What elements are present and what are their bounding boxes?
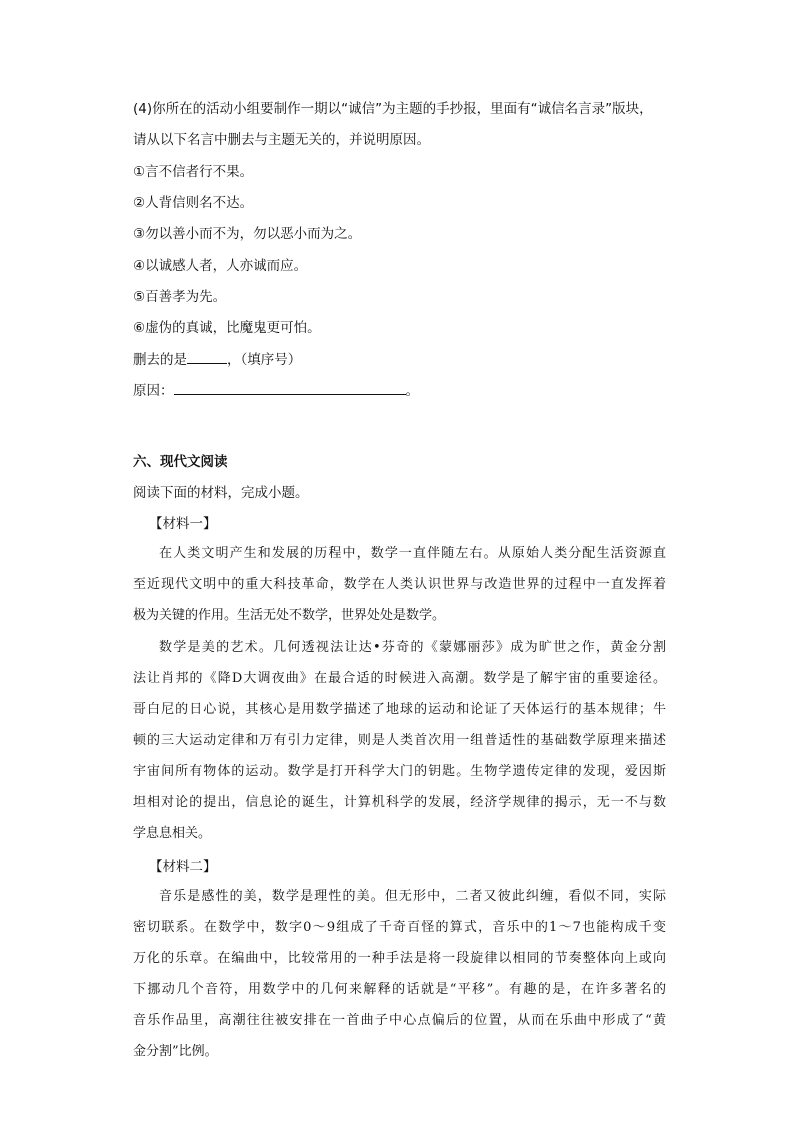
text-line: 金分割”比例。	[133, 1044, 218, 1059]
section-instruction: 阅读下面的材料，完成小题。	[133, 485, 309, 501]
option-6: ⑥虚伪的真诚，比魔鬼更可怕。	[133, 320, 321, 336]
material-1-paragraph-1	[133, 538, 666, 631]
delete-label: 删去的是	[133, 352, 187, 368]
delete-answer-blank[interactable]	[187, 363, 227, 364]
text-line: 至近现代文明中的重大科技革命，数学在人类认识世界与改造世界的过程中一直发挥着	[133, 577, 666, 592]
option-3: ③勿以善小而不为，勿以恶小而为之。	[133, 226, 362, 242]
delete-note: ，（填序号）	[227, 352, 302, 368]
reason-answer-line	[133, 381, 419, 401]
text-line: 法让肖邦的《降D大调夜曲》在最合适的时候进入高潮。数学是了解宇宙的重要途径。	[133, 671, 666, 686]
option-1: ①言不信者行不果。	[133, 164, 254, 180]
text-line: 音乐是感性的美，数学是理性的美。但无形中，二者又彼此纠缠，看似不同，实际	[159, 889, 666, 904]
question-4-line-1: (4)你所在的活动小组要制作一期以“诚信”为主题的手抄报，里面有“诚信名言录”版块，	[133, 101, 653, 117]
material-1-tag: 【材料一】	[149, 516, 217, 532]
text-line: 极为关键的作用。生活无处不数学，世界处处是数学。	[133, 608, 446, 623]
material-2-tag: 【材料二】	[149, 859, 217, 875]
text-line: 音乐作品里，高潮往往被安排在一首曲子中心点偏后的位置，从而在乐曲中形成了“黄	[133, 1013, 666, 1028]
material-2-paragraph-1	[133, 881, 666, 1067]
text-line: 坦相对论的提出，信息论的诞生，计算机科学的发展，经济学规律的揭示，无一不与数	[133, 795, 666, 810]
delete-answer-line	[133, 350, 301, 370]
text-line: 学息息相关。	[133, 826, 212, 841]
material-1-paragraph-2	[133, 632, 666, 849]
text-line: 宇宙间所有物体的运动。数学是打开科学大门的钥匙。生物学遗传定律的发现，爱因斯	[133, 764, 666, 779]
question-4-line-2: 请从以下名言中删去与主题无关的，并说明原因。	[133, 132, 430, 148]
text-line: 密切联系。在数学中，数字0～9组成了千奇百怪的算式，音乐中的1～7也能构成千变	[133, 920, 666, 935]
text-line: 下挪动几个音符，用数学中的几何来解释的话就是“平移”。有趣的是，在许多著名的	[133, 982, 666, 997]
text-line: 哥白尼的日心说，其核心是用数学描述了地球的运动和论证了天体运行的基本规律；牛	[133, 702, 666, 717]
reason-label: 原因：	[133, 383, 174, 399]
option-2: ②人背信则名不达。	[133, 195, 254, 211]
option-4: ④以诚感人者，人亦诚而应。	[133, 258, 308, 274]
text-line: 数学是美的艺术。几何透视法让达•芬奇的《蒙娜丽莎》成为旷世之作，黄金分割	[159, 640, 666, 655]
text-line: 万化的乐章。在编曲中，比较常用的一种手法是将一段旋律以相同的节奏整体向上或向	[133, 951, 666, 966]
text-line: 顿的三大运动定律和万有引力定律，则是人类首次用一组普适性的基础数学原理来描述	[133, 733, 666, 748]
section-heading: 六、现代文阅读	[133, 454, 228, 470]
reason-end: 。	[405, 383, 419, 399]
text-line: 在人类文明产生和发展的历程中，数学一直伴随左右。从原始人类分配生活资源直	[159, 546, 666, 561]
option-5: ⑤百善孝为先。	[133, 289, 227, 305]
reason-answer-blank[interactable]	[174, 394, 406, 395]
